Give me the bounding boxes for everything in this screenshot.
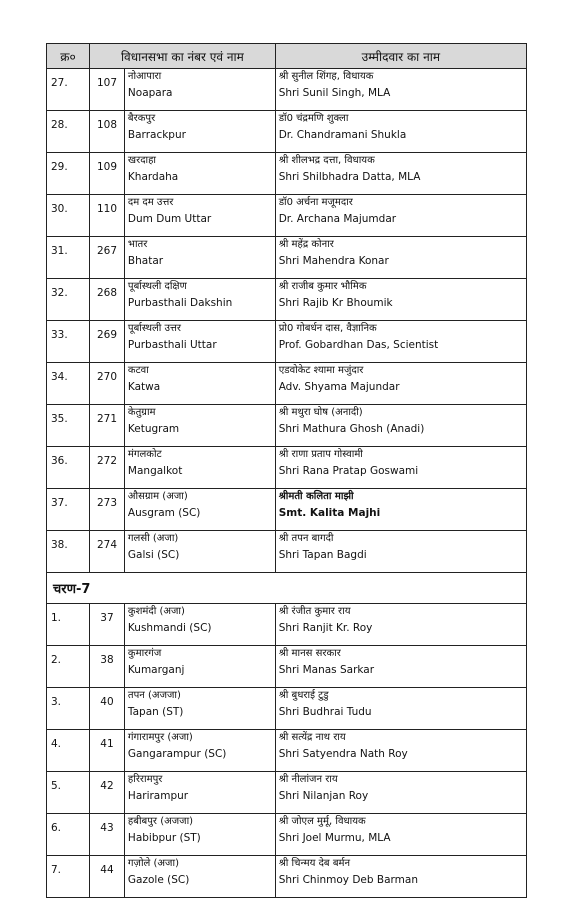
candidate-name-hindi: श्री जोएल मुर्मू, विधायक	[278, 816, 366, 827]
constituency-name	[124, 772, 275, 814]
constituency-name-hindi: औसग्राम (अजा)	[127, 491, 188, 502]
candidate-name-hindi: श्री नीलांजन राय	[278, 774, 338, 785]
header-sno: क्र०	[47, 44, 90, 69]
candidate-name	[275, 531, 526, 573]
constituency-name	[124, 688, 275, 730]
constituency-number: 268	[90, 279, 125, 321]
candidate-name	[275, 321, 526, 363]
candidate-name	[275, 604, 526, 646]
candidate-name	[275, 447, 526, 489]
candidate-name-hindi: प्रो0 गोबर्धन दास, वैज्ञानिक	[278, 323, 377, 334]
constituency-name-english: Harirampur	[127, 790, 189, 802]
serial-number: 31.	[47, 237, 90, 279]
constituency-name-hindi: गलसी (अजा)	[127, 533, 179, 544]
candidate-name	[275, 730, 526, 772]
constituency-name-english: Mangalkot	[127, 465, 183, 477]
constituency-name-english: Galsi (SC)	[127, 549, 180, 561]
constituency-name-english: Gazole (SC)	[127, 874, 190, 886]
table-row	[47, 153, 527, 195]
table-row	[47, 646, 527, 688]
table-body-part2	[47, 604, 527, 898]
candidate-name-english: Dr. Archana Majumdar	[278, 213, 397, 225]
serial-number: 33.	[47, 321, 90, 363]
constituency-number: 274	[90, 531, 125, 573]
candidate-name-hindi: एडवोकेट श्यामा मजुंदार	[278, 365, 364, 376]
serial-number: 28.	[47, 111, 90, 153]
candidate-name-hindi: श्री मानस सरकार	[278, 648, 341, 659]
constituency-name	[124, 405, 275, 447]
candidate-name-hindi: श्री तपन बागदी	[278, 533, 334, 544]
candidate-name	[275, 111, 526, 153]
constituency-name-hindi: तपन (अजजा)	[127, 690, 181, 701]
constituency-number: 267	[90, 237, 125, 279]
constituency-name-hindi: मंगलकोट	[127, 449, 162, 460]
table-row	[47, 604, 527, 646]
constituency-name-hindi: हरिरामपुर	[127, 774, 163, 785]
constituency-name-hindi: नोआपारा	[127, 71, 162, 82]
candidate-name	[275, 153, 526, 195]
constituency-name-english: Noapara	[127, 87, 173, 99]
constituency-name	[124, 279, 275, 321]
header-constituency: विधानसभा का नंबर एवं नाम	[90, 44, 276, 69]
serial-number: 4.	[47, 730, 90, 772]
candidate-name-hindi: श्री राणा प्रताप गोस्वामी	[278, 449, 363, 460]
serial-number: 38.	[47, 531, 90, 573]
candidate-name	[275, 237, 526, 279]
candidate-name-english: Shri Chinmoy Deb Barman	[278, 874, 418, 886]
constituency-name	[124, 814, 275, 856]
candidate-name	[275, 363, 526, 405]
table-row	[47, 856, 527, 898]
table-row	[47, 730, 527, 772]
candidate-table	[46, 43, 527, 898]
candidate-name	[275, 489, 526, 531]
serial-number: 2.	[47, 646, 90, 688]
constituency-name	[124, 856, 275, 898]
serial-number: 7.	[47, 856, 90, 898]
serial-number: 32.	[47, 279, 90, 321]
constituency-number: 272	[90, 447, 125, 489]
table-row	[47, 489, 527, 531]
candidate-name-english: Shri Mahendra Konar	[278, 255, 389, 267]
constituency-number: 44	[90, 856, 125, 898]
candidate-name-english: Shri Shilbhadra Datta, MLA	[278, 171, 421, 183]
constituency-name-hindi: गज़ोले (अजा)	[127, 858, 179, 869]
table-row	[47, 321, 527, 363]
constituency-number: 108	[90, 111, 125, 153]
candidate-name-hindi: श्री राजीब कुमार भौमिक	[278, 281, 367, 292]
serial-number: 35.	[47, 405, 90, 447]
candidate-name-hindi: श्री सुनील शिंगह, विधायक	[278, 71, 374, 82]
candidate-name	[275, 646, 526, 688]
table-row	[47, 237, 527, 279]
constituency-number: 107	[90, 69, 125, 111]
serial-number: 27.	[47, 69, 90, 111]
constituency-number: 40	[90, 688, 125, 730]
constituency-name-hindi: कुशमंदी (अजा)	[127, 606, 185, 617]
candidate-name-english: Smt. Kalita Majhi	[278, 507, 381, 519]
constituency-name	[124, 489, 275, 531]
constituency-name-english: Habibpur (ST)	[127, 832, 201, 844]
candidate-name-english: Shri Manas Sarkar	[278, 664, 375, 676]
candidate-name-hindi: श्री मथुरा घोष (अनादी)	[278, 407, 363, 418]
constituency-name-english: Barrackpur	[127, 129, 186, 141]
constituency-name-hindi: पूर्बास्थली दक्षिण	[127, 281, 187, 292]
constituency-number: 270	[90, 363, 125, 405]
candidate-name	[275, 688, 526, 730]
constituency-number: 110	[90, 195, 125, 237]
constituency-name-english: Kushmandi (SC)	[127, 622, 212, 634]
table-row	[47, 111, 527, 153]
candidate-name-hindi: श्री रंजीत कुमार राय	[278, 606, 351, 617]
constituency-name-english: Purbasthali Dakshin	[127, 297, 233, 309]
candidate-name-english: Shri Ranjit Kr. Roy	[278, 622, 373, 634]
constituency-name	[124, 237, 275, 279]
serial-number: 29.	[47, 153, 90, 195]
constituency-name-english: Purbasthali Uttar	[127, 339, 217, 351]
phase-row	[47, 573, 527, 604]
table-row	[47, 69, 527, 111]
candidate-name-hindi: श्री महेंद्र कोनार	[278, 239, 334, 250]
phase-label: चरण-7	[47, 573, 527, 604]
constituency-name-hindi: बैरकपुर	[127, 113, 156, 124]
table-row	[47, 688, 527, 730]
table-row	[47, 531, 527, 573]
candidate-name-english: Prof. Gobardhan Das, Scientist	[278, 339, 439, 351]
candidate-name-english: Shri Joel Murmu, MLA	[278, 832, 391, 844]
header-candidate: उम्मीदवार का नाम	[275, 44, 526, 69]
constituency-name	[124, 195, 275, 237]
constituency-number: 271	[90, 405, 125, 447]
candidate-name-hindi: श्री शीलभद्र दत्ता, विधायक	[278, 155, 375, 166]
serial-number: 30.	[47, 195, 90, 237]
constituency-name	[124, 321, 275, 363]
candidate-name-english: Adv. Shyama Majundar	[278, 381, 400, 393]
candidate-name-hindi: डॉ0 अर्चना मजूमदार	[278, 197, 353, 208]
candidate-name-english: Shri Nilanjan Roy	[278, 790, 369, 802]
constituency-name-hindi: हबीबपुर (अजजा)	[127, 816, 194, 827]
constituency-name	[124, 153, 275, 195]
table-row	[47, 363, 527, 405]
serial-number: 5.	[47, 772, 90, 814]
constituency-name	[124, 531, 275, 573]
candidate-name-english: Shri Rajib Kr Bhoumik	[278, 297, 393, 309]
constituency-name-english: Gangarampur (SC)	[127, 748, 227, 760]
candidate-name-hindi: श्रीमती कलिता माझी	[278, 491, 354, 502]
serial-number: 3.	[47, 688, 90, 730]
constituency-name-english: Kumarganj	[127, 664, 185, 676]
constituency-name-hindi: दम दम उत्तर	[127, 197, 174, 208]
constituency-name-hindi: गंगारामपुर (अजा)	[127, 732, 193, 743]
candidate-name	[275, 856, 526, 898]
constituency-name-english: Ausgram (SC)	[127, 507, 201, 519]
table-row	[47, 195, 527, 237]
candidate-name-hindi: श्री चिन्मय देब बर्मन	[278, 858, 351, 869]
table-header-row	[47, 44, 527, 69]
constituency-name-english: Ketugram	[127, 423, 180, 435]
constituency-name	[124, 363, 275, 405]
constituency-number: 38	[90, 646, 125, 688]
constituency-number: 269	[90, 321, 125, 363]
candidate-name-english: Shri Satyendra Nath Roy	[278, 748, 408, 760]
constituency-number: 273	[90, 489, 125, 531]
candidate-name-hindi: श्री सत्येंद्र नाथ राय	[278, 732, 346, 743]
constituency-name	[124, 111, 275, 153]
constituency-name-english: Dum Dum Uttar	[127, 213, 212, 225]
serial-number: 36.	[47, 447, 90, 489]
candidate-name-hindi: डॉ0 चंद्रमणि शुक्ला	[278, 113, 349, 124]
table-row	[47, 279, 527, 321]
constituency-name-hindi: कटवा	[127, 365, 149, 376]
constituency-name	[124, 69, 275, 111]
candidate-name-english: Shri Mathura Ghosh (Anadi)	[278, 423, 425, 435]
table-body-part1	[47, 69, 527, 573]
constituency-name-english: Bhatar	[127, 255, 164, 267]
candidate-name-hindi: श्री बुधराई टुडु	[278, 690, 329, 701]
constituency-number: 37	[90, 604, 125, 646]
candidate-name-english: Dr. Chandramani Shukla	[278, 129, 407, 141]
constituency-name-hindi: भातर	[127, 239, 148, 250]
constituency-name	[124, 646, 275, 688]
constituency-name	[124, 447, 275, 489]
constituency-name-english: Katwa	[127, 381, 161, 393]
table-row	[47, 405, 527, 447]
candidate-name	[275, 279, 526, 321]
candidate-name	[275, 69, 526, 111]
constituency-name-english: Khardaha	[127, 171, 179, 183]
table-row	[47, 447, 527, 489]
table-row	[47, 772, 527, 814]
candidate-name	[275, 772, 526, 814]
serial-number: 34.	[47, 363, 90, 405]
serial-number: 37.	[47, 489, 90, 531]
constituency-name	[124, 730, 275, 772]
table-row	[47, 814, 527, 856]
constituency-name-hindi: कुमारगंज	[127, 648, 162, 659]
constituency-number: 43	[90, 814, 125, 856]
constituency-number: 42	[90, 772, 125, 814]
candidate-name-english: Shri Tapan Bagdi	[278, 549, 367, 561]
constituency-name	[124, 604, 275, 646]
constituency-number: 109	[90, 153, 125, 195]
serial-number: 6.	[47, 814, 90, 856]
candidate-name-english: Shri Sunil Singh, MLA	[278, 87, 391, 99]
serial-number: 1.	[47, 604, 90, 646]
candidate-name	[275, 405, 526, 447]
constituency-name-hindi: खरदाहा	[127, 155, 156, 166]
candidate-name	[275, 814, 526, 856]
constituency-name-hindi: केतुग्राम	[127, 407, 156, 418]
constituency-name-english: Tapan (ST)	[127, 706, 184, 718]
constituency-name-hindi: पूर्बास्थली उत्तर	[127, 323, 182, 334]
constituency-number: 41	[90, 730, 125, 772]
candidate-name-english: Shri Rana Pratap Goswami	[278, 465, 419, 477]
candidate-name	[275, 195, 526, 237]
candidate-name-english: Shri Budhrai Tudu	[278, 706, 372, 718]
